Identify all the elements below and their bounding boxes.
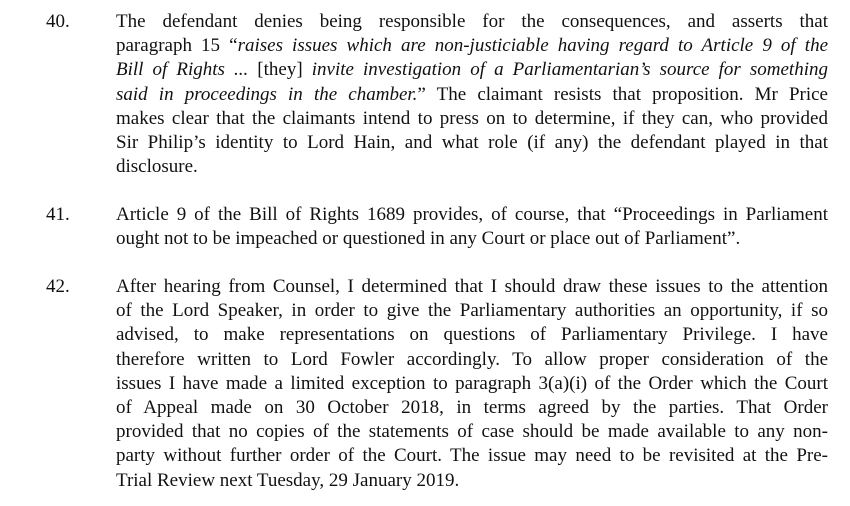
paragraph-number: 42. [46, 276, 70, 297]
text-run: ” The claimant resists that proposition. Mr Price [417, 83, 828, 105]
text-line [116, 131, 828, 155]
text-run: paragraph 15 “ [116, 35, 238, 57]
text-line [116, 83, 828, 107]
text-run: [they] [257, 59, 312, 81]
text-line [116, 323, 828, 347]
text-line [116, 348, 828, 372]
paragraph-text [116, 203, 828, 251]
text-line [116, 155, 828, 179]
text-line [116, 10, 828, 34]
text-run: Trial Review next Tuesday, 29 January 2019. [116, 469, 460, 491]
italic-text: Bill of Rights ... [116, 59, 258, 81]
text-run: Sir Philip’s identity to Lord Hain, and what role (if any) the defendant played in that [116, 131, 828, 153]
text-run: Article 9 of the Bill of Rights 1689 provides, of course, that “Proceedings in Parliament [116, 204, 828, 225]
paragraph-text [116, 10, 828, 179]
text-line [116, 34, 828, 58]
text-run: The defendant denies being responsible for the consequences, and asserts that [116, 11, 828, 32]
text-run: ought not to be impeached or questioned in any Court or place out of Parliament”. [116, 228, 741, 250]
text-line [116, 227, 828, 251]
text-run: provided that no copies of the statements of case should be made available to any non- [116, 421, 828, 443]
text-run: advised, to make representations on questions of Parliamentary Privilege. I have [116, 324, 828, 346]
text-line [116, 203, 828, 227]
text-line [116, 444, 828, 468]
text-run: party without further order of the Court. The issue may need to be revisited at the Pre- [116, 445, 828, 467]
italic-text: said in proceedings in the chamber. [116, 83, 418, 105]
italic-text: invite investigation of a Parliamentarian’s source for something [311, 59, 828, 81]
text-line [116, 58, 828, 82]
text-line [116, 275, 828, 299]
paragraph-number: 41. [46, 204, 70, 225]
text-run: makes clear that the claimants intend to press on to determine, if they can, who provided [116, 107, 828, 129]
text-line [116, 107, 828, 131]
text-line [116, 469, 828, 493]
text-run: disclosure. [116, 156, 198, 178]
text-run: After hearing from Counsel, I determined that I should draw these issues to the attention [116, 276, 828, 297]
text-run: of Appeal made on 30 October 2018, in terms agreed by the parties. That Order [116, 396, 828, 418]
italic-text: raises issues which are non-justiciable having regard to Article 9 of the [237, 35, 828, 57]
text-line [116, 396, 828, 420]
text-line [116, 372, 828, 396]
paragraph-text [116, 275, 828, 493]
paragraph-number: 40. [46, 11, 70, 32]
text-line [116, 420, 828, 444]
text-run: of the Lord Speaker, in order to give the Parliamentary authorities an opportunity, if so [116, 300, 828, 322]
text-run: issues I have made a limited exception to paragraph 3(a)(i) of the Order which the Court [116, 372, 828, 394]
text-run: therefore written to Lord Fowler accordingly. To allow proper consideration of the [116, 348, 828, 370]
text-line [116, 299, 828, 323]
